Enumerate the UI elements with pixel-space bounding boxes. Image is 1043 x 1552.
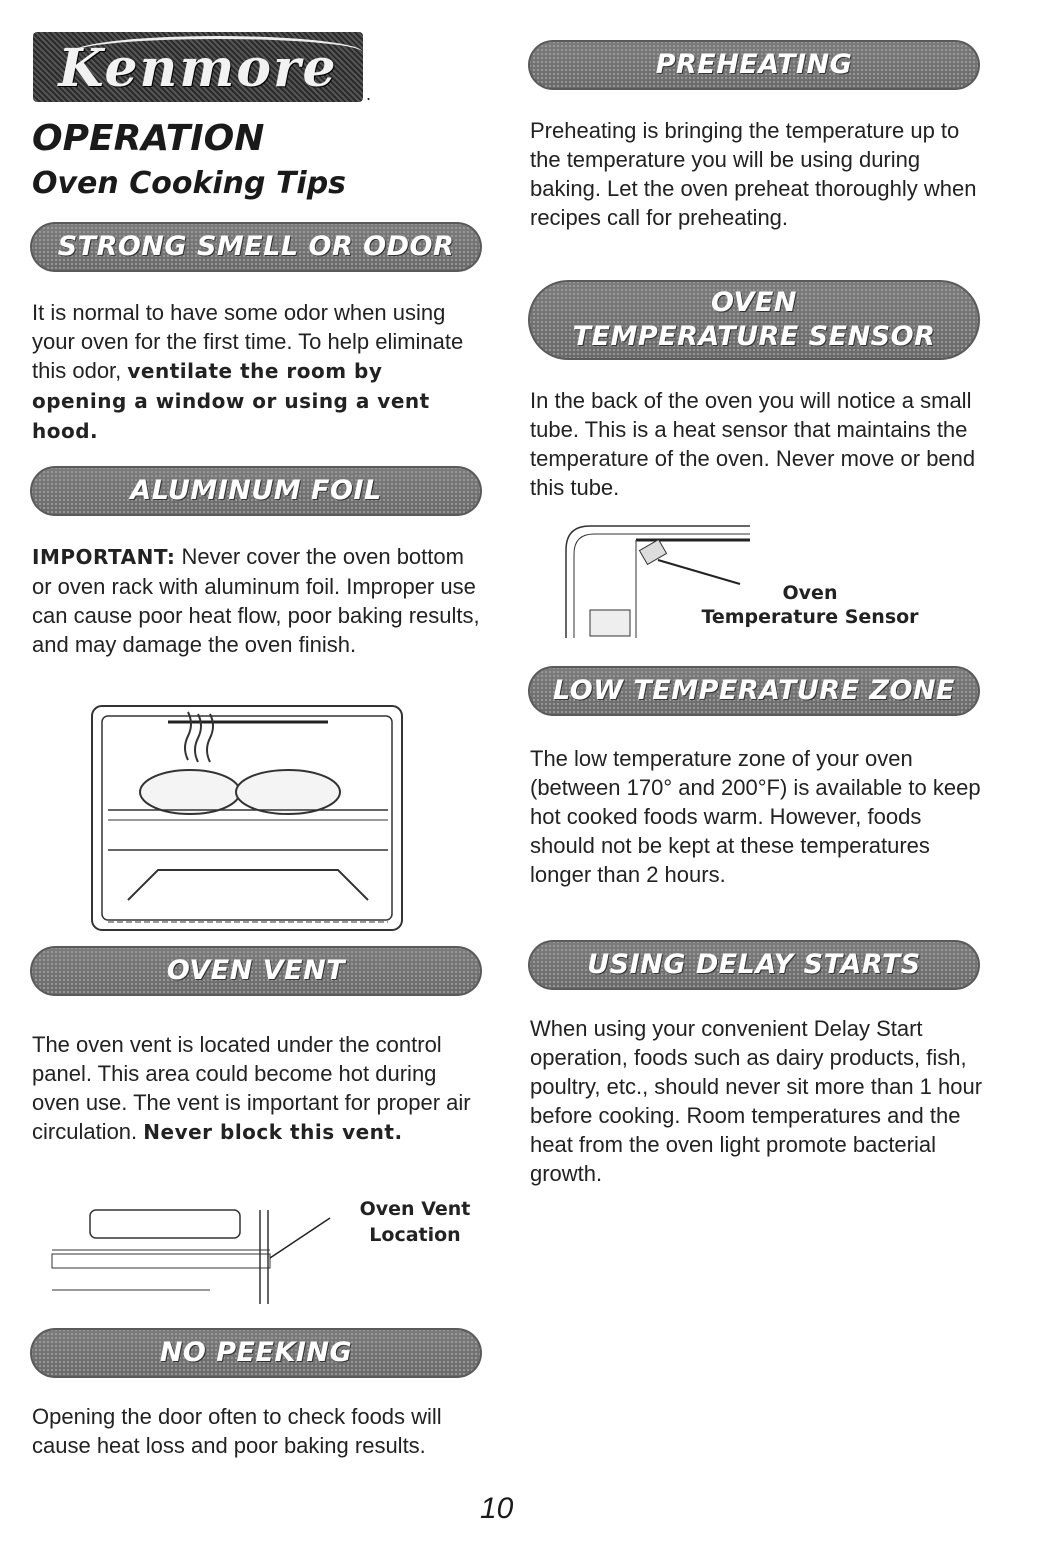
- foil-paragraph: [32, 542, 488, 659]
- peeking-paragraph: Opening the door often to check foods will cause heat loss and poor baking results.: [32, 1404, 442, 1458]
- banner-preheating: PREHEATING: [528, 40, 980, 90]
- vent-body: The oven vent is located under the control panel. This area could become hot during oven use. The vent is important for proper air circulation.: [32, 1032, 471, 1144]
- vent-paragraph: [32, 1030, 482, 1147]
- odor-bold: ventilate the room by opening a window or using a vent hood.: [32, 359, 430, 443]
- odor-body: It is normal to have some odor when using your oven for the first time. To help eliminate this odor,: [32, 300, 464, 383]
- vent-label-2: Location: [369, 1224, 461, 1246]
- vent-bold: Never block this vent.: [143, 1120, 403, 1144]
- lowzone-paragraph: The low temperature zone of your oven (between 170° and 200°F) is available to keep hot cooked foods warm. However, foods should not be kept at these temperatures longer than 2 hours.: [530, 746, 981, 887]
- vent-label-1: Oven Vent: [359, 1198, 471, 1220]
- sensor-paragraph: In the back of the oven you will notice a small tube. This is a heat sensor that maintains the temperature of the oven. Never move or bend this tube.: [530, 388, 976, 500]
- page-number: 10: [480, 1492, 514, 1525]
- sensor-label-1: Oven: [782, 582, 838, 604]
- sensor-label-2: Temperature Sensor: [701, 606, 919, 628]
- preheating-paragraph: Preheating is bringing the temperature up to the temperature you will be using during baking. Let the oven preheat thoroughly when recipes call for preheating.: [530, 118, 977, 230]
- banner-oven-vent: OVEN VENT: [30, 946, 482, 996]
- sensor-title-2: TEMPERATURE SENSOR: [572, 321, 936, 352]
- kenmore-logo: [33, 32, 363, 102]
- delay-paragraph: When using your convenient Delay Start operation, foods such as dairy products, fish, poultry, etc., should never sit more than 1 hour before cooking. Room temperatures and the heat from the oven light promote bacterial growth.: [530, 1016, 983, 1186]
- foil-bold: IMPORTANT:: [32, 545, 176, 569]
- page-subheading: Oven Cooking Tips: [32, 166, 347, 201]
- logo-text: Kenmore: [58, 38, 338, 99]
- logo-dot: .: [366, 84, 372, 104]
- banner-strong-smell: STRONG SMELL OR ODOR: [30, 222, 482, 272]
- banner-oven-temperature-sensor: [528, 280, 980, 360]
- banner-using-delay-starts: USING DELAY STARTS: [528, 940, 980, 990]
- oven-vent-illustration: [40, 1200, 340, 1310]
- foil-body: Never cover the oven bottom or oven rack with aluminum foil. Improper use can cause poor heat flow, poor baking results, and may damage the oven finish.: [32, 544, 480, 657]
- page-heading: OPERATION: [32, 118, 265, 159]
- sensor-title-1: OVEN: [711, 287, 797, 318]
- oven-illustration: [88, 700, 408, 940]
- odor-paragraph: [32, 298, 482, 446]
- banner-no-peeking: NO PEEKING: [30, 1328, 482, 1378]
- banner-aluminum-foil: ALUMINUM FOIL: [30, 466, 482, 516]
- banner-low-temperature-zone: LOW TEMPERATURE ZONE: [528, 666, 980, 716]
